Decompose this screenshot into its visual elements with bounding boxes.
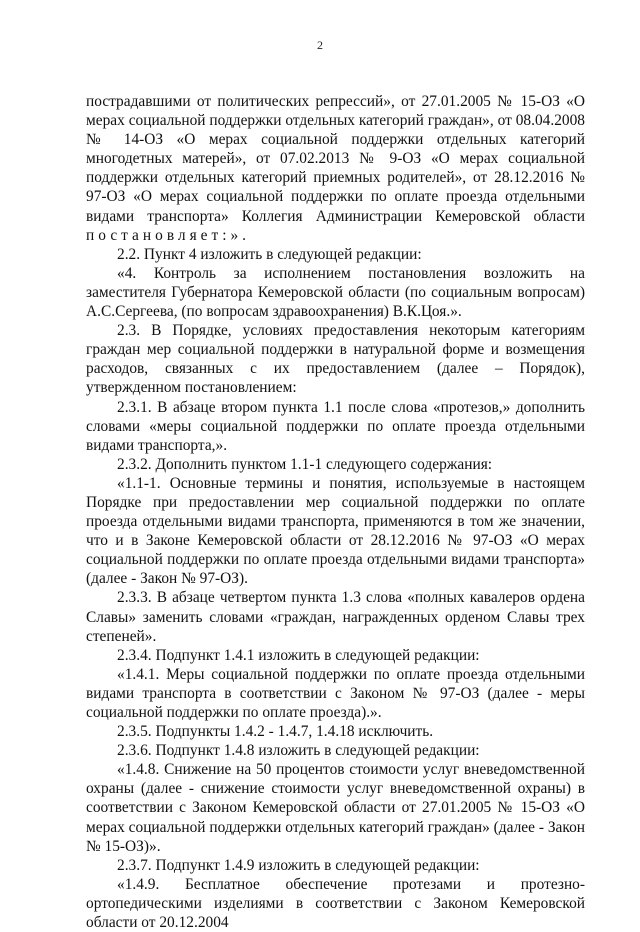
paragraph: 2.3.6. Подпункт 1.4.8 изложить в следующей редакции: — [117, 742, 480, 760]
paragraph: 2.3.2. Дополнить пунктом 1.1-1 следующего содержания: — [117, 455, 493, 473]
paragraph-text: пострадавшими от политических репрессий», от 27.01.2005 № 15-ОЗ «О мерах социальной поддержки отдельных категорий граждан», от 08.04.2008 № 14-ОЗ «О мерах социальной поддержки отдельных категорий многодетных матерей», от 07.02.2013 № 9-ОЗ «О мерах социальной поддержки отдельных категорий приемных родителей», от 28.12.2016 № 97-ОЗ «О мерах социальной поддержки по оплате проезда отдельными видами транспорта» Коллегия Администрации Кемеровской области — [86, 93, 585, 225]
paragraph: 2.3.3. В абзаце четвертом пункта 1.3 слова «полных кавалеров ордена Славы» заменить словами «граждан, награжденных орденом Славы трех степеней». — [86, 589, 585, 645]
paragraph: 2.3.5. Подпункты 1.4.2 - 1.4.7, 1.4.18 исключить. — [117, 723, 434, 741]
paragraph: «4. Контроль за исполнением постановления возложить на заместителя Губернатора Кемеровской области (по социальным вопросам) А.С.Сергеева, (по вопросам здравоохранения) В.К.Цоя.». — [86, 264, 585, 321]
paragraph: 2.3.1. В абзаце втором пункта 1.1 после слова «протезов,» дополнить словами «меры социальной поддержки по оплате проезда отдельными видами транспорта,». — [86, 398, 585, 454]
document-body — [86, 92, 585, 932]
spaced-word: постановляет:». — [86, 226, 251, 244]
paragraph: «1.4.8. Снижение на 50 процентов стоимости услуг вневедомственной охраны (далее - снижение стоимости услуг вневедомственной охраны) в соответствии с Законом Кемеровской области от 27.01.2005 № 15-ОЗ «О мерах социальной поддержки отдельных категорий граждан» (далее - Закон № 15-ОЗ)». — [86, 761, 585, 855]
paragraph: 2.3. В Порядке, условиях предоставления некоторым категориям граждан мер социальной поддержки в натуральной форме и возмещения расходов, связанных с их предоставлением (далее – Порядок), утвержденном постановлением: — [86, 322, 585, 397]
paragraph: 2.3.7. Подпункт 1.4.9 изложить в следующей редакции: — [117, 856, 480, 874]
paragraph: 2.3.4. Подпункт 1.4.1 изложить в следующей редакции: — [117, 646, 480, 664]
paragraph: «1.4.1. Меры социальной поддержки по оплате проезда отдельными видами транспорта в соответствии с Законом № 97-ОЗ (далее - меры социальной поддержки по оплате проезда).». — [86, 665, 585, 721]
page-number: 2 — [317, 38, 323, 52]
paragraph: 2.2. Пункт 4 изложить в следующей редакции: — [117, 245, 422, 263]
paragraph-continuation — [86, 92, 585, 245]
paragraph: «1.4.9. Бесплатное обеспечение протезами и протезно-ортопедическими изделиями в соответствии с Законом Кемеровской области от 20.12.2004 — [86, 875, 585, 932]
paragraph: «1.1-1. Основные термины и понятия, используемые в настоящем Порядке при предоставлении мер социальной поддержки по оплате проезда отдельными видами транспорта, применяются в том же значении, что и в Законе Кемеровской области от 28.12.2016 № 97-ОЗ «О мерах социальной поддержки по оплате проезда отдельными видами транспорта» (далее - Закон № 97-ОЗ). — [86, 474, 585, 588]
